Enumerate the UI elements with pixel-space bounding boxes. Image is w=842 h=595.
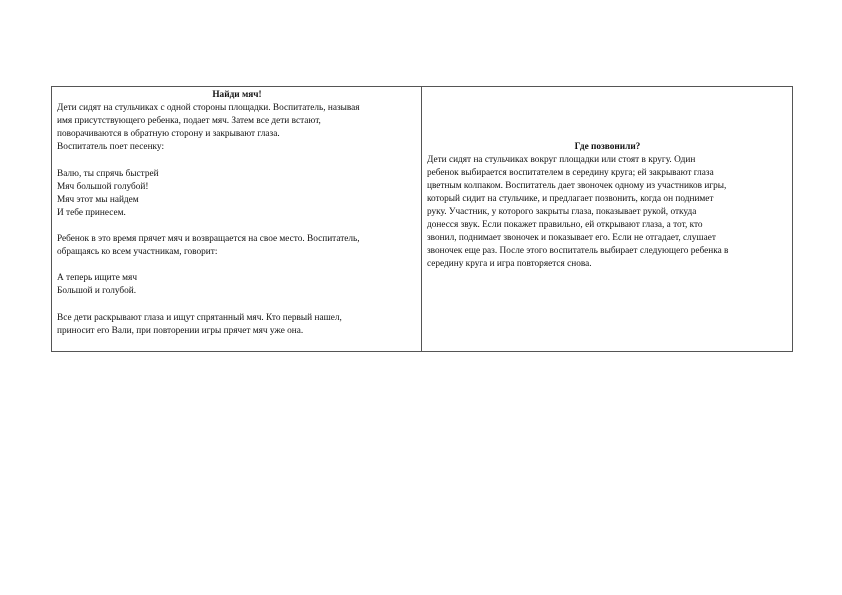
game-title: Где позвонили? (574, 141, 641, 152)
game-description-text: Дети сидят на стульчиках вокруг площадки или стоят в кругу. Один ребенок выбирается воспитателем в середину круга; ей закрывают глаза цветным колпаком. Воспитатель дает звоночек одному из участников игры, который сидит на стульчике, и предлагает позвонить, когда он поднимет руку. Участник, у которого закрыты глаза, показывает рукой, откуда донесся звук. Если покажет правильно, ей открывают глаза, а тот, кто звонил, поднимает звоночек и показывает его. Если не отгадает, слушает звоночек еще раз. После этого воспитатель выбирает следующего ребенка в середину круга и игра повторяется снова. (427, 154, 729, 270)
games-table (51, 86, 793, 352)
game-intro-text: Дети сидят на стульчиках с одной стороны площадки. Воспитатель, называя имя присутствующего ребенка, подает мяч. Затем все дети встают, поворачиваются в обратную сторону и закрывают глаза. Воспитатель поет песенку: (57, 103, 360, 153)
game-cell-where-rang (422, 87, 793, 352)
song-verse: А теперь ищите мяч Большой и голубой. (57, 273, 137, 297)
table-row (52, 87, 793, 352)
game-ending-text: Все дети раскрывают глаза и ищут спрятанный мяч. Кто первый нашел, приносит его Вали, при повторении игры прячет мяч уже она. (57, 312, 342, 336)
game-middle-text: Ребенок в это время прячет мяч и возвращается на свое место. Воспитатель, обращаясь ко всем участникам, говорит: (57, 234, 360, 258)
game-cell-find-ball (52, 87, 422, 352)
game-title: Найди мяч! (212, 90, 262, 100)
song-verse: Валю, ты спрячь быстрей Мяч большой голубой! Мяч этот мы найдем И тебе принесем. (57, 168, 159, 218)
